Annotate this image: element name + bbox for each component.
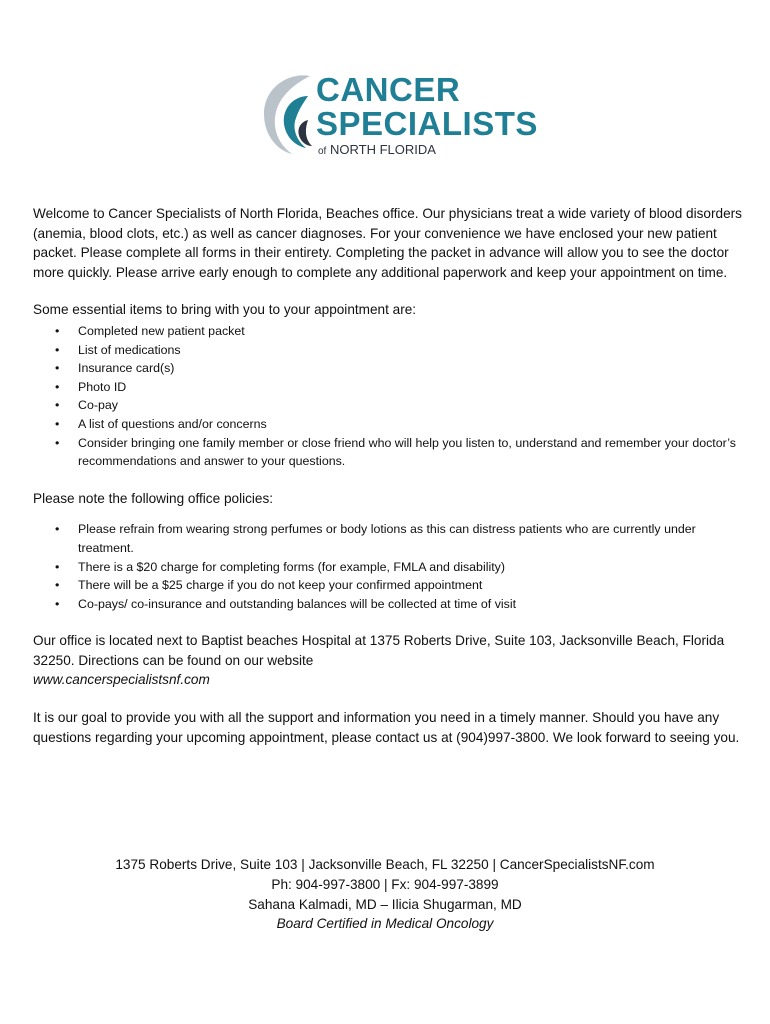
bullet: • bbox=[55, 398, 60, 413]
list-item-text: Consider bringing one family member or close friend who will help you listen to, understand and remember your doctor’s recommendations and answer to your questions. bbox=[78, 435, 736, 469]
logo bbox=[258, 70, 538, 162]
items-list bbox=[33, 322, 745, 471]
bullet: • bbox=[55, 435, 60, 450]
list-item-text: List of medications bbox=[78, 342, 181, 357]
logo-north-florida: NORTH FLORIDA bbox=[329, 142, 436, 157]
logo-of: of bbox=[318, 146, 327, 157]
list-item bbox=[33, 520, 745, 557]
website-link[interactable]: www.cancerspecialistsnf.com bbox=[33, 672, 210, 688]
list-item bbox=[33, 558, 745, 577]
logo-line-specialists: SPECIALISTS bbox=[316, 105, 538, 142]
footer bbox=[0, 855, 770, 934]
bullet: • bbox=[55, 578, 60, 593]
list-item bbox=[33, 576, 745, 595]
list-item bbox=[33, 434, 745, 471]
closing-paragraph: It is our goal to provide you with all the support and information you need in a timely manner. Should you have any questions regarding your upcoming appointment, please contact us at (904)997-3800. We look forward to seeing you. bbox=[33, 710, 740, 745]
location-paragraph bbox=[33, 631, 745, 690]
footer-doctors: Sahana Kalmadi, MD – Ilicia Shugarman, MD bbox=[248, 896, 522, 912]
list-item bbox=[33, 341, 745, 360]
bullet: • bbox=[55, 522, 60, 537]
logo-line-north-florida bbox=[318, 142, 436, 160]
list-item-text: Please refrain from wearing strong perfumes or body lotions as this can distress patients who are currently under treatment. bbox=[78, 522, 696, 555]
bullet: • bbox=[55, 342, 60, 357]
bullet: • bbox=[55, 559, 60, 574]
footer-address: 1375 Roberts Drive, Suite 103 | Jacksonville Beach, FL 32250 | CancerSpecialistsNF.com bbox=[115, 857, 655, 872]
logo-swirl-icon bbox=[258, 70, 316, 160]
policies-list bbox=[33, 520, 745, 613]
list-item-text: Completed new patient packet bbox=[78, 323, 245, 338]
list-item bbox=[33, 359, 745, 378]
list-item-text: Insurance card(s) bbox=[78, 361, 175, 376]
list-item-text: Co-pays/ co-insurance and outstanding balances will be collected at time of visit bbox=[78, 596, 517, 611]
footer-certification: Board Certified in Medical Oncology bbox=[276, 916, 494, 932]
bullet: • bbox=[55, 379, 60, 394]
bullet: • bbox=[55, 323, 60, 338]
items-heading: Some essential items to bring with you to your appointment are: bbox=[33, 302, 417, 318]
list-item-text: There is a $20 charge for completing forms (for example, FMLA and disability) bbox=[78, 559, 505, 574]
bullet: • bbox=[55, 596, 60, 611]
location-text: Our office is located next to Baptist beaches Hospital at 1375 Roberts Drive, Suite 103, Jacksonville Beach, Florida 32250. Directions can be found on our website bbox=[33, 633, 725, 668]
intro-paragraph: Welcome to Cancer Specialists of North Florida, Beaches office. Our physicians treat a wide variety of blood disorders (anemia, blood clots, etc.) as well as cancer diagnoses. For your convenience we have enclosed your new patient packet. Please complete all forms in their entirety. Completing the packet in advance will allow you to see the doctor more quickly. Please arrive early enough to complete any additional paperwork and keep your appointment on time. bbox=[33, 206, 742, 280]
list-item bbox=[33, 322, 745, 341]
list-item-text: There will be a $25 charge if you do not keep your confirmed appointment bbox=[78, 578, 483, 593]
list-item bbox=[33, 378, 745, 397]
list-item-text: Photo ID bbox=[78, 379, 127, 394]
list-item bbox=[33, 595, 745, 614]
bullet: • bbox=[55, 361, 60, 376]
footer-phone: Ph: 904-997-3800 | Fx: 904-997-3899 bbox=[271, 876, 499, 892]
list-item-text: Co-pay bbox=[78, 398, 118, 413]
bullet: • bbox=[55, 416, 60, 431]
logo-line-cancer: CANCER bbox=[316, 71, 461, 108]
letter-body bbox=[33, 204, 745, 747]
list-item bbox=[33, 415, 745, 434]
list-item-text: A list of questions and/or concerns bbox=[78, 416, 267, 431]
policies-heading: Please note the following office policies: bbox=[33, 490, 274, 506]
list-item bbox=[33, 396, 745, 415]
